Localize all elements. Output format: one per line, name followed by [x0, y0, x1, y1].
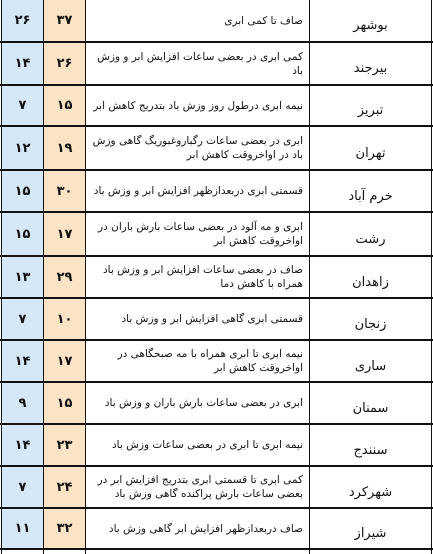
table-row — [0, 425, 433, 465]
min-temp-cell: ۱۵ — [2, 213, 43, 255]
city-cell — [310, 425, 431, 465]
max-temp-cell: ۱۷ — [44, 213, 85, 255]
description-text: صاف در بعضی ساعات افزایش ابر و وزش باد همراه با کاهش دما — [102, 264, 303, 290]
city-cell — [310, 509, 431, 548]
table-row — [0, 86, 433, 125]
description-text: ابری و مه آلود در بعضی ساعات بارش باران در اواخروقت کاهش ابر — [98, 221, 303, 247]
description-text: کمی ابری در بعضی ساعات افزایش ابر و وزش باد — [97, 50, 303, 77]
max-temp-cell: ۱۵ — [44, 383, 85, 423]
description-cell — [86, 467, 309, 507]
city-name: خرم آباد — [348, 188, 393, 204]
city-cell — [310, 341, 431, 381]
min-temp-cell: ۹ — [2, 383, 43, 423]
description-text: نیمه ابری درطول روز وزش باد بتدریج کاهش ابر — [93, 99, 303, 112]
min-temp-cell: ۱۴ — [2, 341, 43, 381]
city-cell — [310, 257, 431, 297]
description-text: قسمتی ابری گاهی افزایش ابر و وزش باد — [121, 313, 303, 325]
city-cell — [310, 127, 431, 169]
city-name: بوشهر — [353, 18, 388, 33]
max-temp-cell: ۱۰ — [44, 299, 85, 339]
description-text: ابری در بعضی ساعات بارش باران و وزش باد — [104, 397, 303, 409]
min-temp-cell: ۷ — [2, 86, 43, 125]
max-temp-cell: ۱۹ — [44, 127, 85, 169]
table-row — [0, 299, 433, 339]
city-name: سنندج — [353, 442, 388, 458]
description-text: صاف تا کمی ابری — [224, 14, 303, 27]
max-temp-cell: ۲۳ — [44, 425, 85, 465]
min-temp-cell: ۱۳ — [2, 257, 43, 297]
max-temp-cell: ۳۰ — [44, 171, 85, 211]
max-temp-cell: ۳۲ — [44, 509, 85, 548]
table-row — [0, 127, 433, 169]
description-cell — [86, 509, 309, 548]
min-temp-cell: ۱۴ — [2, 425, 43, 465]
table-row — [0, 509, 433, 548]
max-temp-cell: ۲۴ — [44, 467, 85, 507]
description-cell — [86, 0, 309, 41]
table-row — [0, 213, 433, 255]
description-cell — [86, 127, 309, 169]
city-name: بیرجند — [353, 61, 388, 76]
min-temp-cell: ۷ — [2, 299, 43, 339]
description-text: ابری در بعضی ساعات رگباروغبوریگ گاهی وزش باد در اواخروقت کاهش ابر — [92, 135, 303, 161]
city-name: شیراز — [354, 526, 387, 541]
min-temp-cell: ۲۶ — [2, 0, 43, 41]
description-cell — [86, 257, 309, 297]
city-cell — [310, 171, 431, 211]
table-row — [0, 257, 433, 297]
city-name: تهران — [355, 145, 386, 161]
description-cell — [86, 341, 309, 381]
max-temp-cell: ۱۷ — [44, 341, 85, 381]
city-name: تبریز — [357, 103, 384, 118]
max-temp-cell: ۲۶ — [44, 43, 85, 84]
description-text: کمی ابری تا قسمتی ابری بتدریج افزایش ابر در بعضی ساعات بارش پراکنده گاهی وزش باد — [97, 474, 303, 500]
table-row — [0, 341, 433, 381]
description-cell — [86, 86, 309, 125]
description-cell — [86, 171, 309, 211]
city-cell — [310, 299, 431, 339]
description-text: صاف دربعدازظهر افزایش ابر گاهی وزش باد — [108, 522, 303, 535]
description-cell — [86, 43, 309, 84]
city-cell — [310, 467, 431, 507]
city-cell — [310, 43, 431, 84]
city-cell — [310, 0, 431, 41]
description-cell — [86, 425, 309, 465]
city-name: رشت — [355, 231, 386, 247]
description-cell — [86, 383, 309, 423]
city-name: زاهدان — [352, 274, 389, 290]
table-row — [0, 0, 433, 41]
table-row — [0, 383, 433, 423]
min-temp-cell: ۱۱ — [2, 509, 43, 548]
min-temp-cell: ۷ — [2, 467, 43, 507]
table-row — [0, 43, 433, 84]
table-row — [0, 171, 433, 211]
min-temp-cell: ۱۵ — [2, 171, 43, 211]
description-text: نیمه ابری تا ابری در بعضی ساعات وزش باد — [111, 439, 303, 451]
max-temp-cell: ۳۷ — [44, 0, 85, 41]
city-cell — [310, 86, 431, 125]
max-temp-cell: ۲۹ — [44, 257, 85, 297]
city-name: زنجان — [354, 316, 387, 332]
description-cell — [86, 213, 309, 255]
city-name: سمنان — [352, 400, 389, 416]
description-text: نیمه ابری تا ابری همراه با مه صبحگاهی در اواخروقت کاهش ابر — [117, 348, 303, 374]
city-cell — [310, 383, 431, 423]
description-cell — [86, 299, 309, 339]
description-text: قسمتی ابری دربعدازظهر افزایش ابر و وزش باد — [93, 185, 303, 197]
max-temp-cell: ۱۵ — [44, 86, 85, 125]
city-name: ساری — [354, 358, 387, 374]
city-name: شهرکرد — [348, 484, 393, 500]
row-divider — [0, 548, 433, 550]
table-row — [0, 467, 433, 507]
min-temp-cell: ۱۴ — [2, 43, 43, 84]
city-cell — [310, 213, 431, 255]
min-temp-cell: ۱۲ — [2, 127, 43, 169]
